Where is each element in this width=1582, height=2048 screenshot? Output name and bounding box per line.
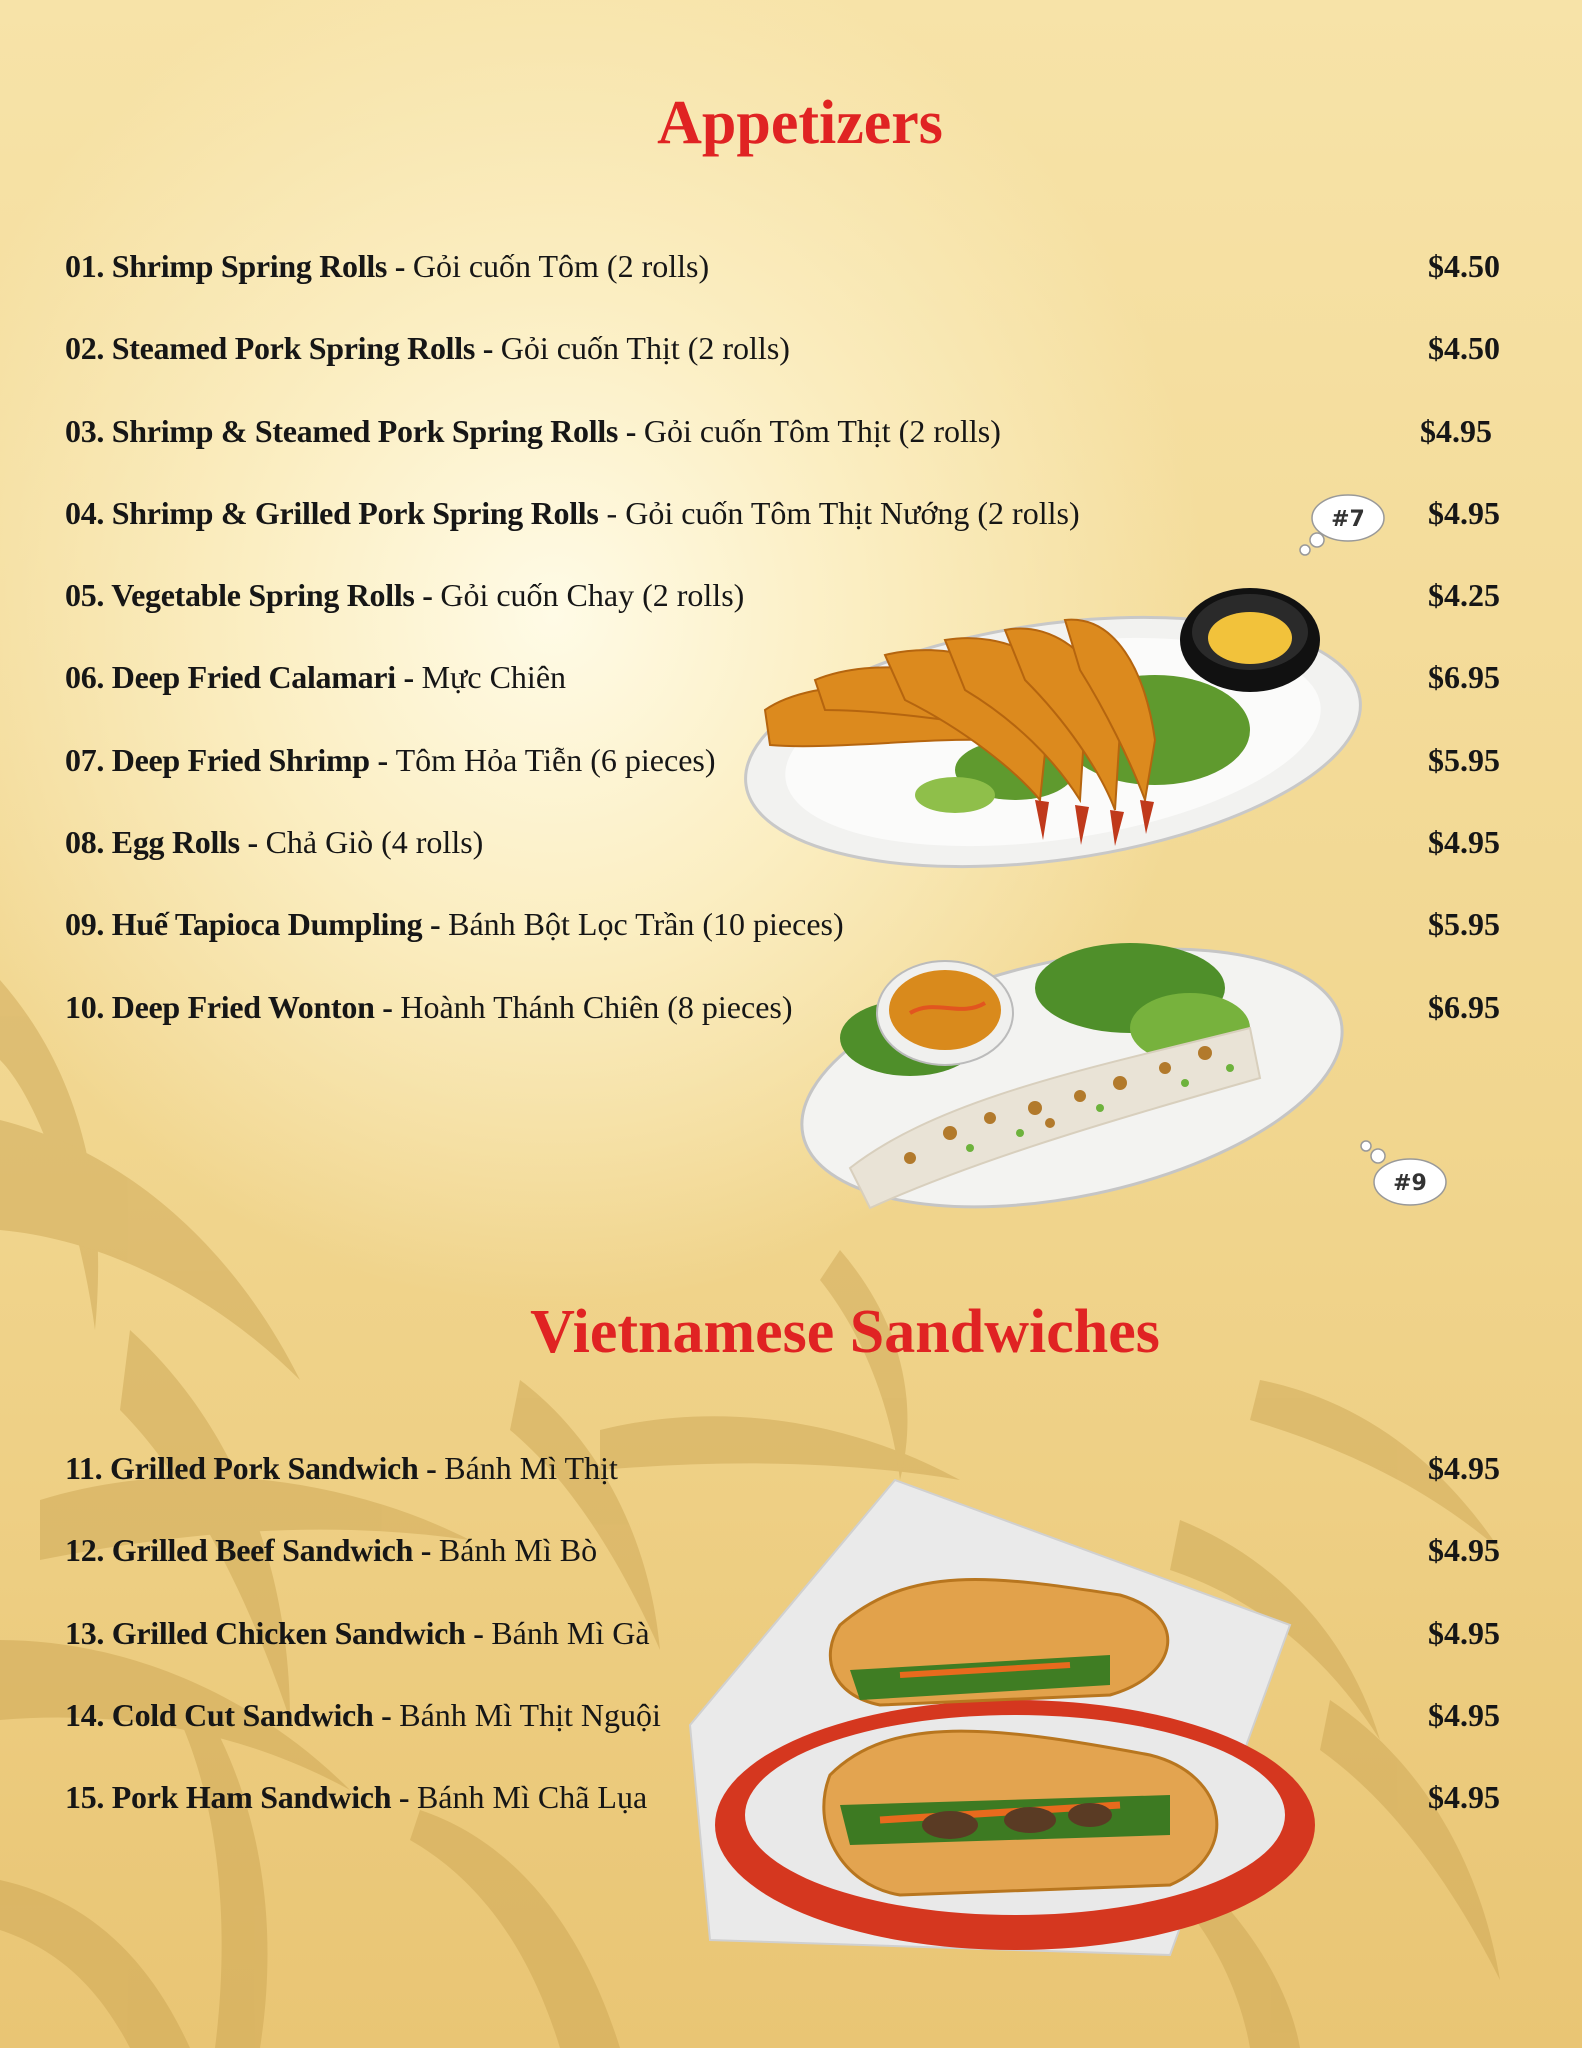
item-name: 13. Grilled Chicken Sandwich xyxy=(65,1614,466,1651)
menu-item xyxy=(65,406,1500,488)
menu-item xyxy=(65,817,1500,899)
item-separator: - xyxy=(369,741,396,778)
item-name: 15. Pork Ham Sandwich xyxy=(65,1779,392,1816)
sandwiches-heading: Vietnamese Sandwiches xyxy=(530,1298,1160,1366)
item-vietnamese-name: Gỏi cuốn Chay (2 rolls) xyxy=(440,577,745,614)
item-separator: - xyxy=(373,1696,400,1733)
item-name: 01. Shrimp Spring Rolls xyxy=(65,248,388,284)
menu-item xyxy=(65,1608,1500,1690)
item-price: $4.95 xyxy=(1428,1779,1500,1816)
menu-item xyxy=(65,899,1500,981)
item-price: $4.95 xyxy=(1428,1450,1500,1486)
item-vietnamese-name: Tôm Hỏa Tiễn (6 pieces) xyxy=(395,741,716,778)
item-price: $4.95 xyxy=(1420,412,1492,449)
item-vietnamese-name: Hoành Thánh Chiên (8 pieces) xyxy=(400,988,793,1025)
menu-item xyxy=(65,652,1500,734)
item-name: 12. Grilled Beef Sandwich xyxy=(65,1532,414,1569)
menu-item xyxy=(65,323,1500,405)
item-price: $6.95 xyxy=(1428,659,1500,696)
menu-item xyxy=(65,982,1500,1064)
item-name: 04. Shrimp & Grilled Pork Spring Rolls xyxy=(65,494,599,531)
item-number-callout-7 xyxy=(1295,488,1387,558)
item-vietnamese-name: Bánh Mì Chã Lụa xyxy=(416,1779,648,1816)
item-name: 10. Deep Fried Wonton xyxy=(65,988,375,1025)
callout-label: #9 xyxy=(1393,1171,1427,1196)
callout-label: #7 xyxy=(1331,507,1365,532)
item-separator: - xyxy=(414,577,441,614)
item-separator: - xyxy=(391,1779,417,1816)
item-name: 06. Deep Fried Calamari xyxy=(65,659,396,696)
item-separator: - xyxy=(475,330,501,367)
item-vietnamese-name: Gỏi cuốn Thịt (2 rolls) xyxy=(500,330,790,367)
item-separator: - xyxy=(618,412,644,449)
menu-item xyxy=(65,1690,1500,1772)
item-price: $4.95 xyxy=(1428,1532,1500,1569)
menu-item xyxy=(65,1772,1500,1854)
menu-item xyxy=(65,1443,1500,1525)
item-price: $4.25 xyxy=(1428,577,1500,614)
item-separator: - xyxy=(413,1532,439,1569)
item-separator: - xyxy=(598,494,626,531)
item-vietnamese-name: Gỏi cuốn Tôm Thịt (2 rolls) xyxy=(643,412,1001,449)
menu-item xyxy=(65,570,1500,652)
item-separator: - xyxy=(418,1450,445,1486)
item-name: 05. Vegetable Spring Rolls xyxy=(65,577,415,614)
item-price: $5.95 xyxy=(1428,906,1500,943)
item-vietnamese-name: Bánh Mì Thịt Nguội xyxy=(399,1696,661,1733)
item-vietnamese-name: Bánh Mì Thịt xyxy=(444,1450,618,1486)
item-separator: - xyxy=(465,1614,492,1651)
item-separator: - xyxy=(395,659,422,696)
item-name: 08. Egg Rolls xyxy=(65,824,240,861)
item-vietnamese-name: Bánh Mì Bò xyxy=(438,1532,598,1569)
item-vietnamese-name: Bánh Bột Lọc Trần (10 pieces) xyxy=(448,906,844,943)
item-vietnamese-name: Bánh Mì Gà xyxy=(491,1614,650,1651)
item-separator: - xyxy=(387,248,413,284)
item-name: 14. Cold Cut Sandwich xyxy=(65,1696,374,1733)
item-price: $4.95 xyxy=(1428,494,1500,531)
menu-item xyxy=(65,1525,1500,1607)
item-vietnamese-name: Chả Giò (4 rolls) xyxy=(265,824,484,861)
menu-item xyxy=(65,488,1500,570)
item-price: $5.95 xyxy=(1428,741,1500,778)
item-vietnamese-name: Gỏi cuốn Tôm Thịt Nướng (2 rolls) xyxy=(625,494,1080,531)
appetizers-heading: Appetizers xyxy=(657,89,943,157)
item-price: $4.50 xyxy=(1428,248,1500,284)
item-name: 03. Shrimp & Steamed Pork Spring Rolls xyxy=(65,412,619,449)
item-price: $4.50 xyxy=(1428,330,1500,367)
item-vietnamese-name: Mực Chiên xyxy=(421,659,567,696)
item-price: $4.95 xyxy=(1428,824,1500,861)
item-separator: - xyxy=(422,906,449,943)
item-separator: - xyxy=(239,824,266,861)
menu-item xyxy=(65,735,1500,817)
item-name: 09. Huế Tapioca Dumpling xyxy=(65,906,423,943)
item-number-callout-9 xyxy=(1358,1140,1450,1210)
item-price: $4.95 xyxy=(1428,1614,1500,1651)
sandwiches-list xyxy=(65,1443,1500,1854)
item-name: 02. Steamed Pork Spring Rolls xyxy=(65,330,475,367)
item-vietnamese-name: Gỏi cuốn Tôm (2 rolls) xyxy=(412,248,710,284)
menu-item xyxy=(65,241,1500,323)
item-separator: - xyxy=(374,988,401,1025)
appetizers-list xyxy=(65,241,1500,1064)
item-name: 11. Grilled Pork Sandwich xyxy=(65,1450,419,1486)
item-name: 07. Deep Fried Shrimp xyxy=(65,741,370,778)
item-price: $6.95 xyxy=(1428,988,1500,1025)
item-price: $4.95 xyxy=(1428,1696,1500,1733)
